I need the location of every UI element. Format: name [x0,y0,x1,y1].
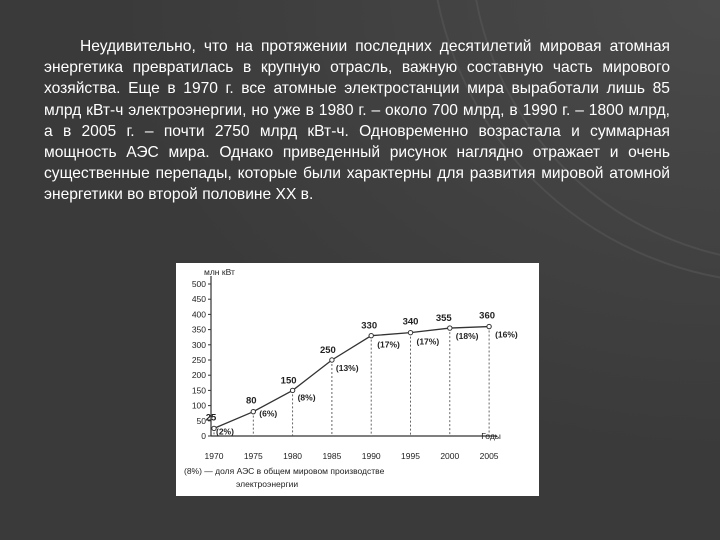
y-tick-label: 250 [191,355,206,365]
y-tick-label: 400 [191,309,206,320]
data-label: 340 [402,316,419,328]
data-label: 80 [246,395,257,407]
y-axis-label: млн кВт [204,267,235,277]
line-chart [176,263,539,496]
share-label: (17%) [377,339,400,350]
data-point [487,324,491,328]
x-tick-label: 1980 [283,451,303,461]
x-tick-label: 1990 [361,451,381,461]
legend-line-2: электроэнергии [236,479,299,489]
data-point [408,330,412,334]
y-tick-label: 50 [196,415,206,426]
share-label: (8%) [297,392,316,403]
data-point [330,358,334,362]
y-tick-label: 150 [191,385,206,396]
body-paragraph: Неудивительно, что на протяжении последних десятилетий мировая атомная энергетика превратилась в крупную отрасль, важную составную часть мирового хозяйства. Еще в 1970 г. все атомные электростанции мира выработали лишь 85 млрд кВт-ч электроэнергии, но уже в 1980 г. – около 700 млрд, в 1990 г. – 1800 млрд, а в 2005 г. – почти 2750 млрд кВт-ч. Одновременно возрастала и суммарная мощность АЭС мира. Однако приведенный рисунок наглядно отражает и очень существенные перепады, которые были характерны для развития мировой атомной энергетики во второй половине XX в. [44,38,670,204]
y-tick-label: 0 [201,431,206,441]
y-tick-label: 500 [191,279,206,289]
x-tick-label: 1975 [243,451,263,461]
share-label: (13%) [335,363,359,373]
data-label: 25 [205,412,217,424]
x-tick-label: 1995 [401,451,420,461]
legend-line-1: (8%) — доля АЭС в общем мировом производстве [184,466,385,476]
data-label: 360 [479,310,496,322]
x-tick-label: 2000 [440,451,460,461]
data-label: 330 [361,320,378,332]
x-tick-label: 2005 [479,451,499,461]
share-label: (17%) [416,336,440,347]
y-tick-label: 200 [191,370,206,381]
data-point [290,388,294,392]
y-tick-label: 100 [191,400,206,411]
share-label: (6%) [259,408,278,419]
x-axis-label: Годы [481,431,501,441]
share-label: (2%) [216,426,234,437]
data-point [251,409,255,413]
x-tick-label: 1985 [322,451,342,461]
data-point [369,333,373,337]
chart-figure [176,263,539,496]
y-tick-label: 450 [191,294,206,305]
share-label: (16%) [495,329,518,340]
data-label: 355 [435,313,452,325]
y-tick-label: 350 [191,324,206,335]
data-label: 250 [319,345,336,356]
data-point [448,326,452,330]
x-tick-label: 1970 [204,451,224,461]
y-tick-label: 300 [191,339,206,350]
data-label: 150 [280,375,297,387]
share-label: (18%) [455,331,479,342]
text-block [44,36,670,206]
